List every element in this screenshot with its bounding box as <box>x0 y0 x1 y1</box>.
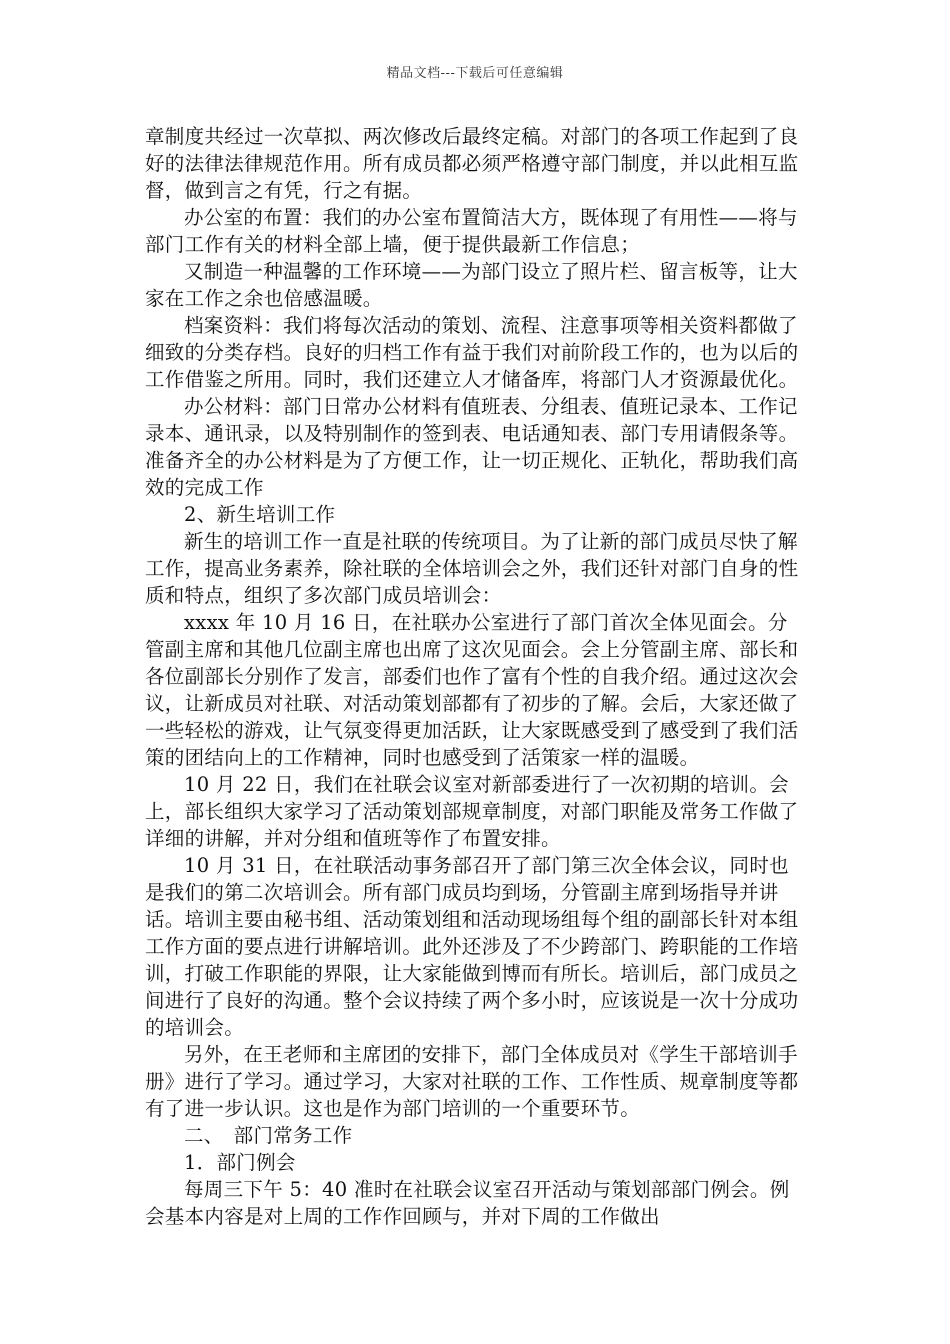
paragraph: 办公材料：部门日常办公材料有值班表、分组表、值班记录本、工作记录本、通讯录，以及特别制作的签到表、电话通知表、部门专用请假条等。准备齐全的办公材料是为了方便工作，让一切正规化、正轨化，帮助我们高效的完成工作 <box>145 395 799 499</box>
subsection-heading: 1．部门例会 <box>184 1151 296 1174</box>
paragraph: 另外，在王老师和主席团的安排下，部门全体成员对《学生干部培训手册》进行了学习。通过学习，大家对社联的工作、工作性质、规章制度等都有了进一步认识。这也是作为部门培训的一个重要环节。 <box>145 1043 799 1120</box>
paragraph: 每周三下午 5：40 准时在社联会议室召开活动与策划部部门例会。例会基本内容是对上周的工作作回顾与，并对下周的工作做出 <box>145 1178 790 1228</box>
page-header: 精品文档---下载后可任意编辑 <box>386 66 564 81</box>
paragraph: xxxx 年 10 月 16 日，在社联办公室进行了部门首次全体见面会。分管副主席和其他几位副主席也出席了这次见面会。会上分管副主席、部长和各位副部长分别作了发言，部委们也作了富有个性的自我介绍。通过这次会议，让新成员对社联、对活动策划部都有了初步的了解。会后，大家还做了一些轻松的游戏，让气氛变得更加活跃，让大家既感受到了感受到了我们活策的团结向上的工作精神，同时也感受到了活策家一样的温暖。 <box>145 611 799 769</box>
paragraph: 又制造一种温馨的工作环境——为部门设立了照片栏、留言板等，让大家在工作之余也倍感温暖。 <box>145 260 798 310</box>
section-heading: 二、 部门常务工作 <box>184 1124 353 1147</box>
paragraph: 10 月 22 日，我们在社联会议室对新部委进行了一次初期的培训。会上，部长组织大家学习了活动策划部规章制度，对部门职能及常务工作做了详细的讲解，并对分组和值班等作了布置安排。 <box>145 773 799 850</box>
paragraph: 10 月 31 日，在社联活动事务部召开了部门第三次全体会议，同时也是我们的第二次培训会。所有部门成员均到场，分管副主席到场指导并讲话。培训主要由秘书组、活动策划组和活动现场组每个组的副部长针对本组工作方面的要点进行讲解培训。此外还涉及了不少跨部门、跨职能的工作培训，打破工作职能的界限，让大家能做到博而有所长。培训后，部门成员之间进行了良好的沟通。整个会议持续了两个多小时，应该说是一次十分成功的培训会。 <box>145 854 799 1039</box>
paragraph: 章制度共经过一次草拟、两次修改后最终定稿。对部门的各项工作起到了良好的法律法律规范作用。所有成员都必须严格遵守部门制度，并以此相互监督，做到言之有凭，行之有据。 <box>145 125 799 202</box>
section-heading: 2、新生培训工作 <box>184 503 336 526</box>
paragraph: 新生的培训工作一直是社联的传统项目。为了让新的部门成员尽快了解工作，提高业务素养，除社联的全体培训会之外，我们还针对部门自身的性质和特点，组织了多次部门成员培训会： <box>145 530 799 607</box>
paragraph: 档案资料：我们将每次活动的策划、流程、注意事项等相关资料都做了细致的分类存档。良好的归档工作有益于我们对前阶段工作的，也为以后的工作借鉴之所用。同时，我们还建立人才储备库，将部门人才资源最优化。 <box>145 314 799 391</box>
document-body <box>145 123 805 1230</box>
paragraph: 办公室的布置：我们的办公室布置简洁大方，既体现了有用性——将与部门工作有关的材料全部上墙，便于提供最新工作信息； <box>145 206 798 256</box>
